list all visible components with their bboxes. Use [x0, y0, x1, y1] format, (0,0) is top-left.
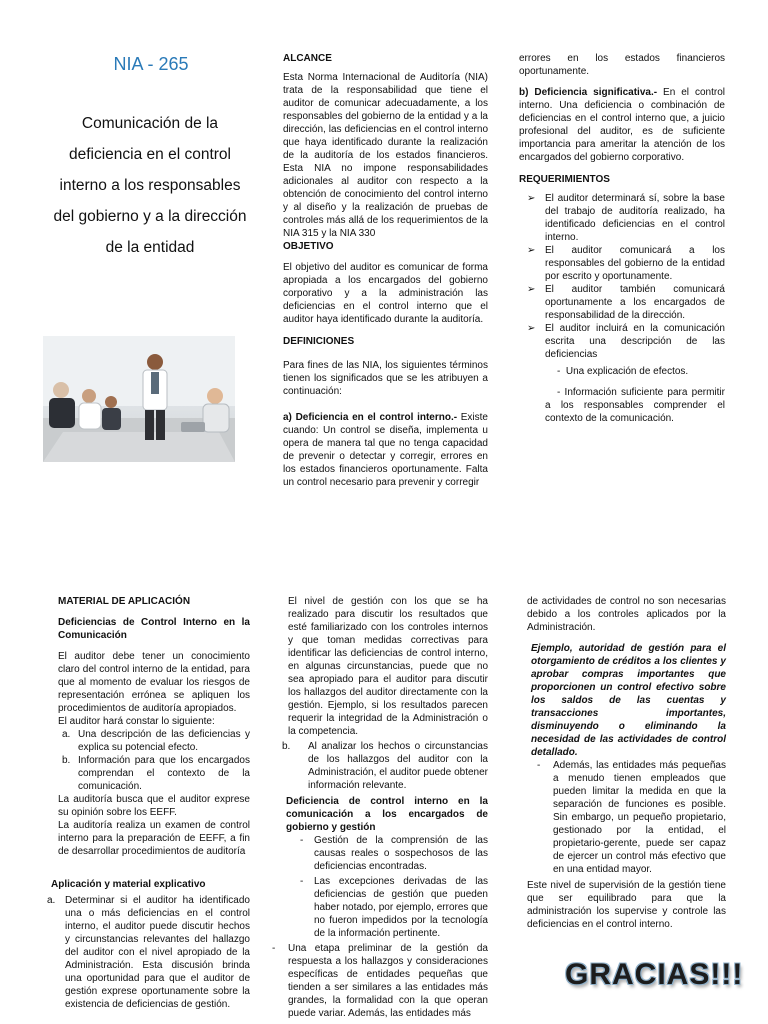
mid-bottom-column [272, 595, 488, 1020]
meeting-photo [43, 336, 235, 462]
gracias-banner: GRACIAS!!! [565, 958, 744, 991]
list-item: - Las excepciones derivadas de las deficiencias de gestión que pueden haber notado, por ejemplo, errores que no fueron impedidos por la tecnología de la información pertinente. [300, 876, 488, 939]
right-top-column [519, 52, 725, 425]
example-text: Ejemplo, autoridad de gestión para el otorgamiento de créditos a los clientes y aprobar compras importantes que proporcionen un control efectivo sobre los saldos de las cuentas y transacciones importantes, disminuyendo o eliminando la necesidad de las actividades de control detallado. [531, 643, 726, 758]
right-bottom-paragraph-2: Este nivel de supervisión de la gestión tiene que ser equilibrado para que la administración los supervise y controle las deficiencias en el control interno. [527, 880, 726, 930]
material-paragraph-3: La auditoría busca que el auditor exprese su opinión sobre los EEFF. [58, 794, 250, 818]
list-item: ➢ El auditor determinará sí, sobre la base del trabajo de auditoría realizado, ha identificado deficiencias en el control interno. [527, 193, 725, 243]
alcance-text: Esta Norma Internacional de Auditoría (NIA) trata de la responsabilidad que tiene el auditor de comunicar adecuadamente, a los responsables del gobierno de la entidad y a la dirección, las deficiencias en el control interno que haya identificado durante la realización de la auditoría de los estados financieros. Esta NIA no impone responsabilidades adicionales al auditor con respecto a la obtención de conocimiento del control interno y al diseño y la realización de pruebas de controles más allá de los requerimientos de la NIA 315 y la NIA 330 [283, 72, 488, 239]
req-sub-item-1: - Una explicación de efectos. [557, 366, 689, 377]
material-paragraph-2: El auditor hará constar lo siguiente: [58, 716, 215, 727]
definition-b [519, 86, 725, 164]
main-heading: Comunicación de la deficiencia en el control interno a los responsables del gobierno y a la dirección de la entidad [53, 115, 247, 256]
material-heading: MATERIAL DE APLICACIÓN [58, 596, 191, 607]
definition-b-text: En el control interno. Una deficiencia o combinación de deficiencias en el control interno que, a juicio profesional del auditor, es de suficiente importancia para ameritar la atención de los encargados del gobierno corporativo. [519, 87, 725, 163]
definition-a-label: a) Deficiencia en el control interno.- [283, 412, 458, 423]
arrow-icon: ➢ [527, 245, 536, 256]
definition-a [283, 411, 488, 489]
list-item: a. Determinar si el auditor ha identificado una o más deficiencias en el control interno, el auditor puede discutir hechos y circunstancias relevantes del hallazgo del auditor con el nivel apropiado de la Administración. Esta discusión brinda una oportunidad para que el auditor de gestión exprese oportunamente sobre la existencia de deficiencias de gestión. [47, 895, 250, 1010]
definiciones-intro: Para fines de las NIA, los siguientes términos tienen los significados que se les atribuyen a continuación: [283, 360, 488, 397]
list-item: ➢ El auditor incluirá en la comunicación escrita una descripción de las deficiencias [527, 323, 725, 360]
aplicacion-section [47, 878, 250, 1011]
list-item: b. Información para que los encargados comprendan el contexto de la comunicación. [62, 755, 250, 792]
alcance-heading: ALCANCE [283, 53, 332, 64]
definition-b-label: b) Deficiencia significativa.- [519, 87, 658, 98]
list-item: - Gestión de la comprensión de las causas reales o sospechosos de las deficiencias encontradas. [300, 835, 488, 872]
business-meeting-illustration [43, 336, 235, 462]
list-item: b. Al analizar los hechos o circunstancias de los hallazgos del auditor con la Administración, el auditor puede obtener información relevante. [282, 741, 488, 791]
definition-a-text: Existe cuando: Un control se diseña, implementa u opera de manera tal que no tenga capacidad de prevenir o detectar y corregir, errores en los estados financieros oportunamente. Falta un control necesario para prevenir y corregir [283, 412, 488, 488]
mid-bottom-paragraph: El nivel de gestión con los que se ha realizado para discutir los resultados que esté familiarizado con los controles internos y que toman medidas correctivas para identificar las deficiencias de control interno, en algunas circunstancias, puede que no sea apropiado para el auditor para discutir los hallazgos del auditor directamente con la gestión. Ejemplo, si los resultados parecen requerir la integridad de la Administración o la competencia. [288, 596, 488, 737]
arrow-icon: ➢ [527, 193, 536, 204]
material-paragraph-4: La auditoría realiza un examen de control interno para la preparación de EEFF, a fin de desarrollar procedimientos de auditoría [58, 820, 250, 857]
objetivo-heading: OBJETIVO [283, 241, 334, 252]
document-title: NIA - 265 [113, 54, 189, 74]
right-bottom-column [527, 595, 726, 931]
list-item: - Además, las entidades más pequeñas a menudo tienen empleados que pueden limitar la medida en que la separación de funciones es posible. Sin embargo, un pequeño propietario, gestionado por la entidad, el propietario-gerente, puede ser capaz de ejercer un control más efectivo que en una entidad mayor. [537, 760, 726, 875]
req-sub-item-2: - Información suficiente para permitir a los responsables comprender el contexto de la comunicación. [545, 387, 725, 424]
definiciones-heading: DEFINICIONES [283, 336, 355, 347]
list-item: ➢ El auditor comunicará a los responsables del gobierno de la entidad por escrito y oportunamente. [527, 245, 725, 282]
continued-text: errores en los estados financieros oportunamente. [519, 53, 725, 77]
material-aplicacion-section [58, 595, 250, 858]
requerimientos-heading: REQUERIMIENTOS [519, 174, 610, 185]
material-paragraph-1: El auditor debe tener un conocimiento claro del control interno de la entidad, para que al momento de evaluar los riesgos de representación errónea se apliquen los procedimientos de auditoría apropiados. [58, 651, 250, 714]
right-bottom-paragraph-1: de actividades de control no son necesarias debido a los controles aplicados por la Administración. [527, 596, 726, 633]
material-subheading: Deficiencias de Control Interno en la Comunicación [58, 617, 250, 641]
deficiencia-heading: Deficiencia de control interno en la comunicación a los encargados de gobierno y gestión [286, 796, 488, 833]
list-item: a. Una descripción de las deficiencias y explica su potencial efecto. [62, 729, 250, 753]
alcance-section [283, 52, 488, 489]
arrow-icon: ➢ [527, 323, 536, 334]
objetivo-text: El objetivo del auditor es comunicar de forma apropiada a los encargados del gobierno corporativo y a la administración las deficiencias en el control interno que el auditor haya identificado durante la auditoría. [283, 262, 488, 325]
list-item: ➢ El auditor también comunicará oportunamente a los encargados de responsabilidad de la dirección. [527, 284, 725, 321]
list-item: - Una etapa preliminar de la gestión da respuesta a los hallazgos y consideraciones específicas de entidades pequeñas que tienden a ser similares a las entidades más grandes, la formalidad con la que operan puede variar. Además, las entidades más [272, 943, 488, 1019]
requerimientos-list [519, 192, 725, 361]
aplicacion-heading: Aplicación y material explicativo [51, 879, 206, 890]
arrow-icon: ➢ [527, 284, 536, 295]
